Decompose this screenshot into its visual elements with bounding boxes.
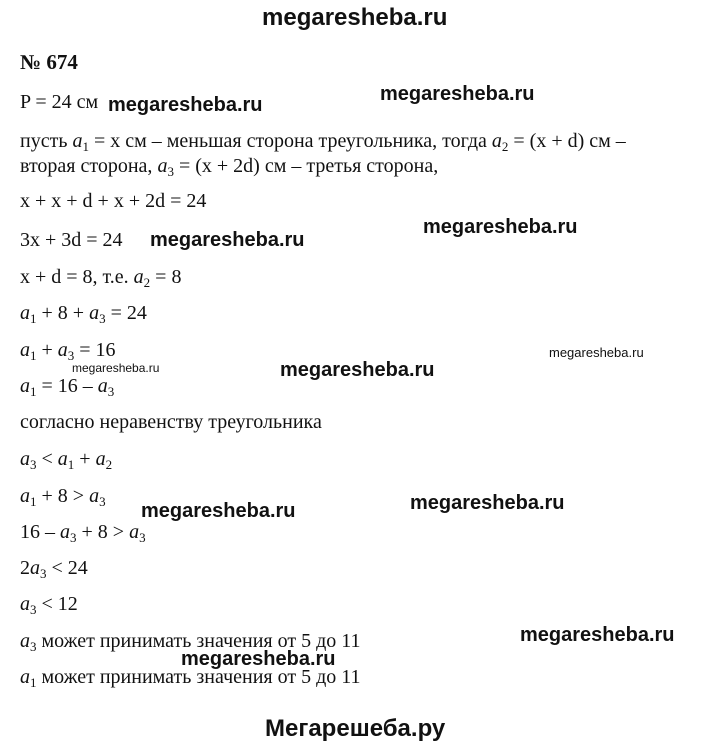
line-let-sides: пусть $a_1 = x$ см – меньшая сторона треугольника, тогда $a_2 = (x + d)$ см – [20,130,626,154]
line-a1-range: $a_1$ может принимать значения от 5 до 11 [20,666,361,690]
watermark: megaresheba.ru [280,359,435,381]
watermark: megaresheba.ru [410,492,565,514]
watermark: megaresheba.ru [423,216,578,238]
line-a3-range: $a_3$ может принимать значения от 5 до 11 [20,630,361,654]
line-perimeter: P = 24 см [20,91,99,113]
problem-number: № 674 [20,50,78,74]
line-triangle-inequality: согласно неравенству треугольника [20,411,322,433]
watermark: megaresheba.ru [181,648,336,670]
line-sum-a: $a_1 + 8 + a_3 = 24$ [20,302,147,326]
watermark: megaresheba.ru [108,94,263,116]
line-x-plus-d: x + d = 8, т.е. $a_2 = 8$ [20,266,182,290]
line-ineq-5: $a_3 < 12$ [20,593,78,617]
watermark: megaresheba.ru [141,500,296,522]
watermark: megaresheba.ru [380,83,535,105]
line-ineq-1: $a_3 < a_1 + a_2$ [20,448,113,472]
line-ineq-3: $16 - a_3 + 8 > a_3$ [20,521,146,545]
line-a1-expr: $a_1 = 16 - a_3$ [20,375,115,399]
line-simplified: 3x + 3d = 24 [20,229,123,251]
line-a1-a3: $a_1 + a_3 = 16$ [20,339,116,363]
watermark: megaresheba.ru [150,229,305,251]
line-third-side: вторая сторона, $a_3 = (x + 2d)$ см – третья сторона, [20,155,439,179]
watermark: megaresheba.ru [549,345,644,360]
watermark: megaresheba.ru [72,361,160,375]
header-site-title: megaresheba.ru [262,4,448,31]
line-ineq-4: $2a_3 < 24$ [20,557,88,581]
footer-site-title: Мегарешеба.ру [265,715,446,742]
line-ineq-2: $a_1 + 8 > a_3$ [20,485,106,509]
line-sum-equation: x + x + d + x + 2d = 24 [20,190,207,212]
watermark: megaresheba.ru [520,624,675,646]
